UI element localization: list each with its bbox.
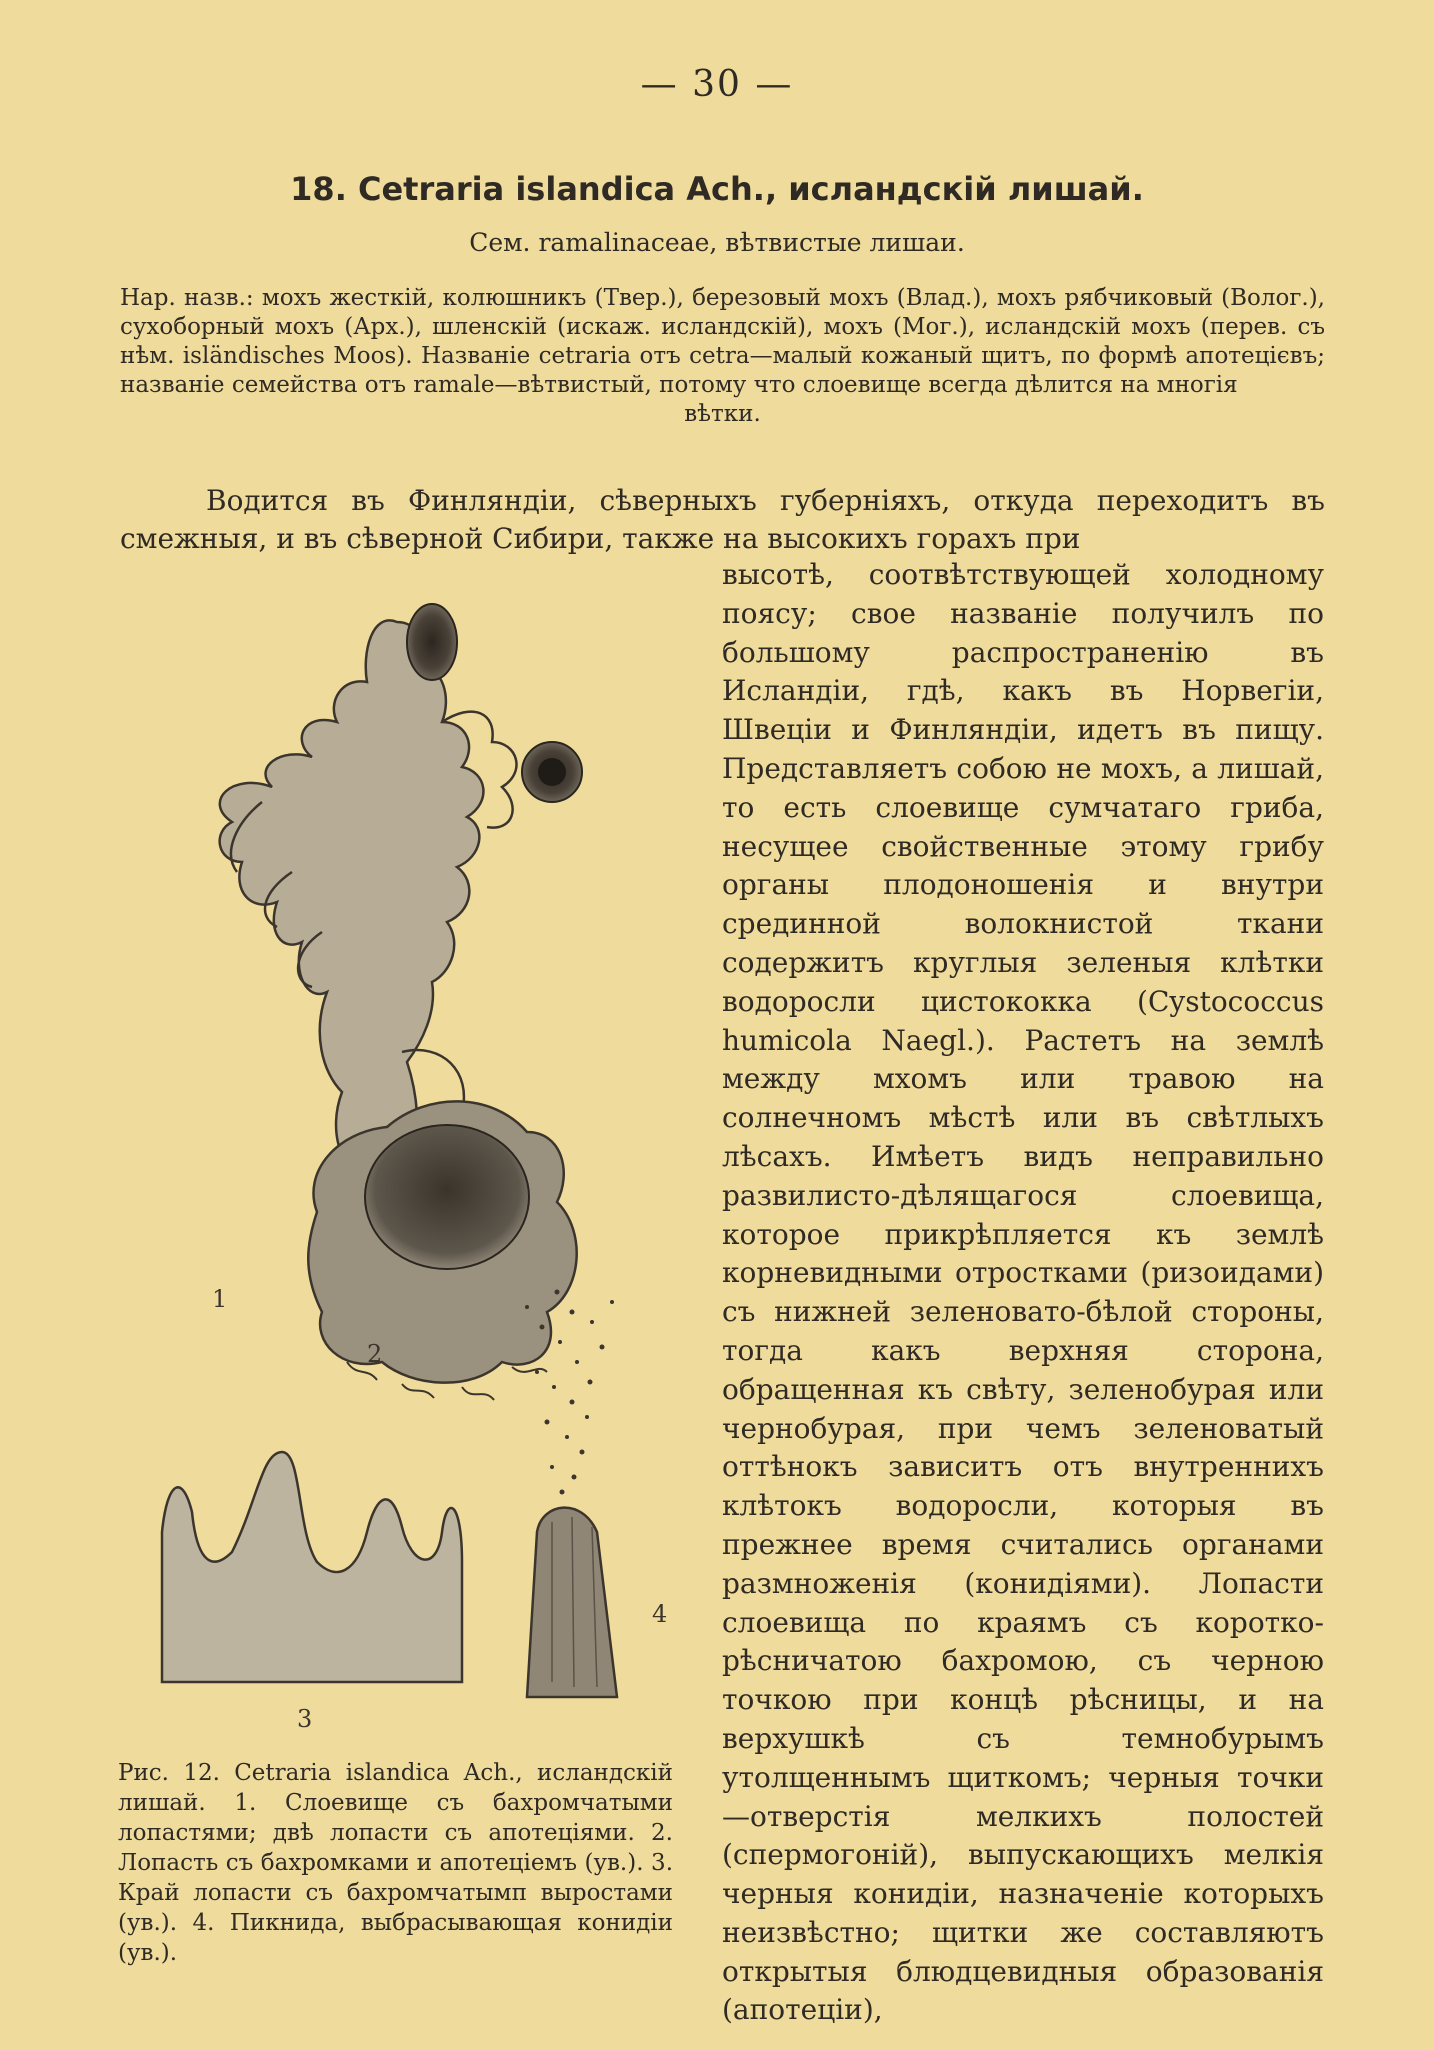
body-text: высотѣ, соотвѣтствующей холодному поясу; свое названіе получилъ по большому распространенію въ Исландіи, гдѣ, какъ въ Норвегіи, Швеціи и Финляндіи, идетъ въ пищу. Представляетъ собою не мохъ, а лишай, то есть слоевище сумчатаго гриба, несущее свойственные этому грибу органы плодоношенія и внутри срединной волокнистой ткани содержитъ круглыя зеленыя клѣтки водоросли цистококка (Cystococcus humicola Naegl.). Растетъ на землѣ между мхомъ или травою на солнечномъ мѣстѣ или въ свѣтлыхъ лѣсахъ. Имѣетъ видъ неправильно развилисто-дѣлящагося слоевища, которое прикрѣпляется къ землѣ корневидными отростками (ризоидами) съ нижней зеленовато-бѣлой стороны, тогда какъ верхняя сторона, обращенная къ свѣту, зеленобурая или чернобурая, при чемъ зеленоватый оттѣнокъ зависитъ отъ внутреннихъ клѣтокъ водоросли, которыя въ прежнее время считались органами размноженія (конидіями). Лопасти слоевища по краямъ съ коротко-рѣсничатою бахромою, съ черною точкою при концѣ рѣсницы, и на верхушкѣ съ темнобурымъ утолщеннымъ щиткомъ; черныя точки—отверстія мелкихъ полостей (спермогоній), выпускающихъ мелкія черныя конидіи, назначеніе которыхъ неизвѣстно; щитки же составляютъ открытыя блюдцевидныя образованія (апотеціи), — [722, 558, 1324, 2027]
lichen-illustration — [142, 572, 672, 1752]
intro-paragraph — [120, 482, 1325, 558]
right-column-text — [722, 556, 1324, 2030]
lobe-figure-2 — [308, 1101, 576, 1400]
folk-names-text: Нар. назв.: мохъ жесткій, колюшникъ (Твер.), березовый мохъ (Влад.), мохъ рябчиковый (Волог.), сухоборный мохъ (Арх.), шленскій (искаж. исландскій), мохъ (Мог.), исландскій мохъ (перев. съ нѣм. isländisches Moos). Названіе cetraria отъ cetra—малый кожаный щитъ, по формѣ апотецієвъ; названіе семейства отъ ramale—вѣтвистый, потому что слоевище всегда дѣлится на многія — [120, 285, 1325, 398]
intro-text: Водится въ Финляндіи, сѣверныхъ губерніяхъ, откуда переходитъ въ смежныя, и въ сѣверной Сибири, также на высокихъ горахъ при — [120, 484, 1325, 555]
folk-names-tail: вѣтки. — [684, 401, 761, 427]
page-number: — 30 — — [640, 64, 794, 105]
apothecium-center — [538, 758, 566, 786]
section-heading: 18. Cetraria islandica Ach., исландскій лишай. — [290, 170, 1144, 208]
apothecium-small — [407, 604, 457, 680]
family-line: Сем. ramalinaceae, вѣтвистые лишаи. — [469, 228, 965, 257]
margin-figure-3 — [162, 1452, 462, 1682]
figure-label-3: 3 — [297, 1705, 313, 1733]
figure-caption: Рис. 12. Cetraria islandica Ach., исландскій лишай. 1. Слоевище съ бахромчатыми лопастями; двѣ лопасти съ апотеціями. 2. Лопасть съ бахромками и апотеціемъ (ув.). 3. Край лопасти съ бахромчатымп выростами (ув.). 4. Пикнида, выбрасывающая конидіи (ув.). — [118, 1760, 673, 1966]
figure-label-1: 1 — [212, 1285, 228, 1313]
lichen-drawing — [142, 572, 672, 1752]
folk-names-paragraph — [120, 284, 1325, 429]
figure-label-2: 2 — [367, 1340, 383, 1368]
figure-label-4: 4 — [652, 1600, 668, 1628]
